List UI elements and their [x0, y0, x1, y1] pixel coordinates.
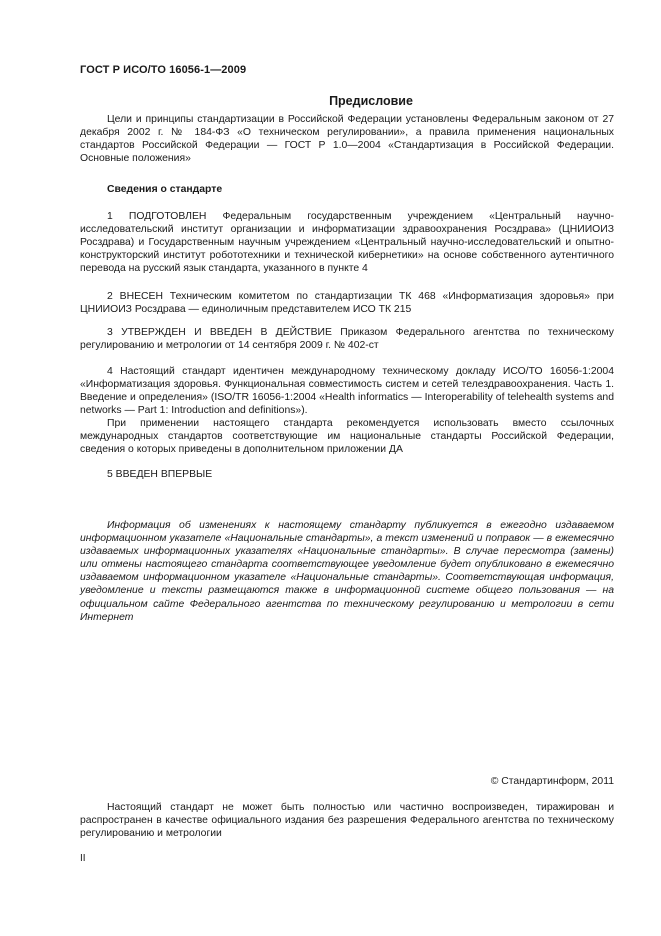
intro-paragraph: Цели и принципы стандартизации в Российской Федерации установлены Федеральным законом от 27 декабря 2002 г. № 184-ФЗ «О техническом регулировании», а правила применения национальных стандартов Российской Федерации — ГОСТ Р 1.0—2004 «Стандартизация в Российской Федерации. Основные положения» — [80, 114, 614, 165]
item-4-paragraph: 4 Настоящий стандарт идентичен международному техническому докладу ИСО/ТО 16056-1:2004 «Информатизация здоровья. Функциональная совместимость систем и сетей телездравоохранения. Часть 1. Введение и определения» (ISO/TR 16056-1:2004 «Health informatics — Interoperability of telehealth systems and networks — Part 1: Introduction and definitions»). — [80, 366, 614, 417]
item-5-paragraph: 5 ВВЕДЕН ВПЕРВЫЕ — [107, 469, 213, 480]
page-title — [80, 94, 614, 108]
item-4-note-paragraph: При применении настоящего стандарта рекомендуется использовать вместо ссылочных международных стандартов соответствующие им национальные стандарты Российской Федерации, сведения о которых приведены в дополнительном приложении ДА — [80, 418, 614, 456]
section-subheading: Сведения о стандарте — [107, 184, 223, 195]
item-1-paragraph: 1 ПОДГОТОВЛЕН Федеральным государственным учреждением «Центральный научно-исследовательский институт организации и информатизации здравоохранения Росздрава» (ЦНИИОИЗ Росздрава) и Государственным научным учреждением «Центральный научно-исследовательский и опытно-конструкторский институт робототехники и технической кибернетики» на основе собственного аутентичного перевода на русский язык стандарта, указанного в пункте 4 — [80, 211, 614, 275]
copyright-line: © Стандартинформ, 2011 — [490, 776, 614, 787]
title-text: Предисловие — [329, 94, 413, 108]
amendments-notice: Информация об изменениях к настоящему стандарту публикуется в ежегодно издаваемом информационном указателе «Национальные стандарты», а текст изменений и поправок — в ежемесячно издаваемых информационных указателях «Национальные стандарты». В случае пересмотра (замены) или отмены настоящего стандарта соответствующее уведомление будет опубликовано в ежемесячно издаваемом информационном указателе «Национальные стандарты». Соответствующая информация, уведомление и тексты размещаются также в информационной системе общего пользования — на официальном сайте Федерального агентства по техническому регулированию и метрологии в сети Интернет — [80, 520, 614, 623]
page-number: II — [80, 853, 86, 864]
item-3-paragraph: 3 УТВЕРЖДЕН И ВВЕДЕН В ДЕЙСТВИЕ Приказом Федерального агентства по техническому регулированию и метрологии от 14 сентября 2009 г. № 402-ст — [80, 327, 614, 352]
item-2-paragraph: 2 ВНЕСЕН Техническим комитетом по стандартизации ТК 468 «Информатизация здоровья» при ЦНИИОИЗ Росздрава — единоличным представителем ИСО ТК 215 — [80, 291, 614, 316]
rights-paragraph: Настоящий стандарт не может быть полностью или частично воспроизведен, тиражирован и распространен в качестве официального издания без разрешения Федерального агентства по техническому регулированию и метрологии — [80, 802, 614, 840]
document-header: ГОСТ Р ИСО/ТО 16056-1—2009 — [80, 64, 247, 76]
